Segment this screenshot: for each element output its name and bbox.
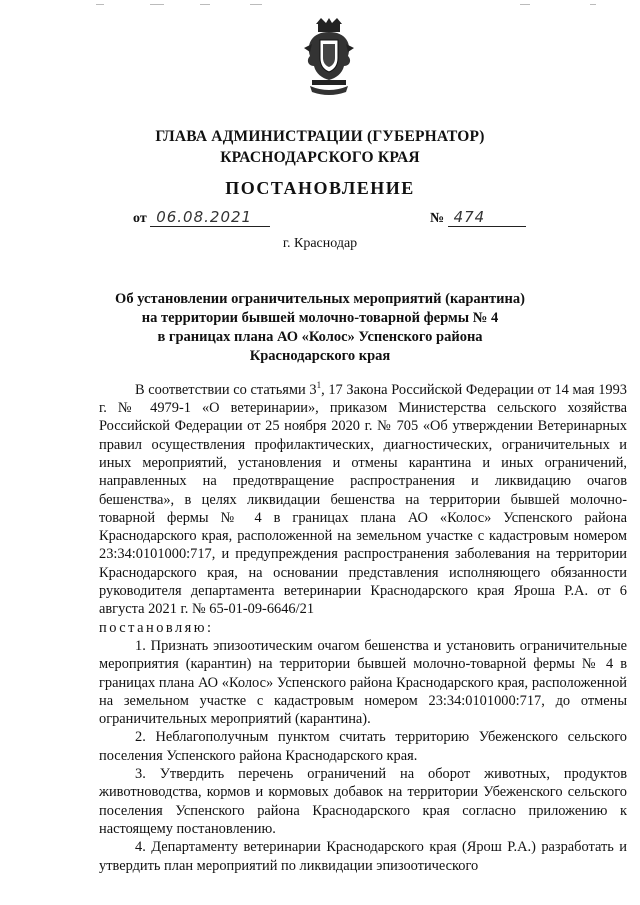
article-superscript: 1 — [316, 380, 322, 390]
preamble-text-start: В соответствии со статьями 3 — [135, 381, 317, 398]
clause-paragraph — [99, 838, 627, 875]
number-prefix: № — [430, 211, 445, 226]
subject-line: на территории бывшей молочно-товарной фермы № 4 — [141, 310, 499, 326]
clause-text: 1. Признать эпизоотическим очагом бешенства и установить ограничительные мероприятия (карантин) на территории бывшей молочно-товарной фермы № 4 в границах плана АО «Колос» Успенского района Краснодарского края, расположенной на земельном участке с кадастровым номером 23:34:0101000:717, до отмены ограничительных мероприятий (карантина). — [99, 637, 627, 728]
clause-paragraph — [99, 765, 627, 838]
subject-line: Краснодарского края — [249, 348, 391, 364]
clause-paragraph — [99, 637, 627, 728]
handwritten-number: 474 — [448, 208, 526, 227]
clause-text: 4. Департаменту ветеринарии Краснодарского края (Ярош Р.А.) разработать и утвердить план мероприятий по ликвидации эпизоотического — [99, 839, 627, 874]
coat-of-arms-emblem — [302, 18, 356, 98]
date-prefix: от — [133, 211, 147, 226]
authority-line-1: ГЛАВА АДМИНИСТРАЦИИ (ГУБЕРНАТОР) — [155, 128, 485, 145]
resolve-word: постановляю: — [99, 619, 214, 636]
date-block — [133, 208, 270, 227]
document-type-title: ПОСТАНОВЛЕНИЕ — [225, 178, 415, 198]
clause-text: 3. Утвердить перечень ограничений на оборот животных, продуктов животноводства, кормов и кормовых добавок на территории Убеженского сельского поселения Успенского района Краснодарского края согласно приложению к настоящему постановлению. — [99, 766, 627, 837]
preamble-text-rest: , 17 Закона Российской Федерации от 14 мая 1993 г. № 4979-1 «О ветеринарии», приказом Министерства сельского хозяйства Российской Федерации от 25 ноября 2020 г. № 705 «Об утверждении Ветеринарных правил осуществления профилактических, диагностических, ограничительных и иных мероприятий, установления и отмены карантина и иных ограничений, направленных на предотвращение распространения и ликвидацию очагов бешенства», в целях ликвидации бешенства на территории бывшей молочно-товарной фермы № 4 в границах плана АО «Колос» Успенского района Краснодарского края, расположенной на земельном участке с кадастровым номером 23:34:0101000:717, и предупреждения распространения заболевания на территории Краснодарского края, на основании представления исполняющего обязанности руководителя департамента ветеринарии Краснодарского края Яроша Р.А. от 6 августа 2021 г. № 65-01-09-6646/21 — [99, 381, 627, 618]
document-body — [99, 376, 627, 875]
subject-title — [90, 290, 550, 366]
authority-line-2: КРАСНОДАРСКОГО КРАЯ — [220, 149, 420, 166]
preamble-paragraph — [99, 376, 627, 637]
clause-text: 2. Неблагополучным пунктом считать территорию Убеженского сельского поселения Успенского района Краснодарского края. — [99, 729, 627, 764]
subject-line: в границах плана АО «Колос» Успенского района — [157, 329, 483, 345]
clause-paragraph — [99, 728, 627, 765]
city-line: г. Краснодар — [282, 236, 358, 251]
subject-line: Об установлении ограничительных мероприятий (карантина) — [115, 291, 525, 307]
handwritten-date: 06.08.2021 — [150, 208, 270, 227]
scan-artifacts — [0, 4, 640, 8]
number-block — [430, 208, 526, 227]
